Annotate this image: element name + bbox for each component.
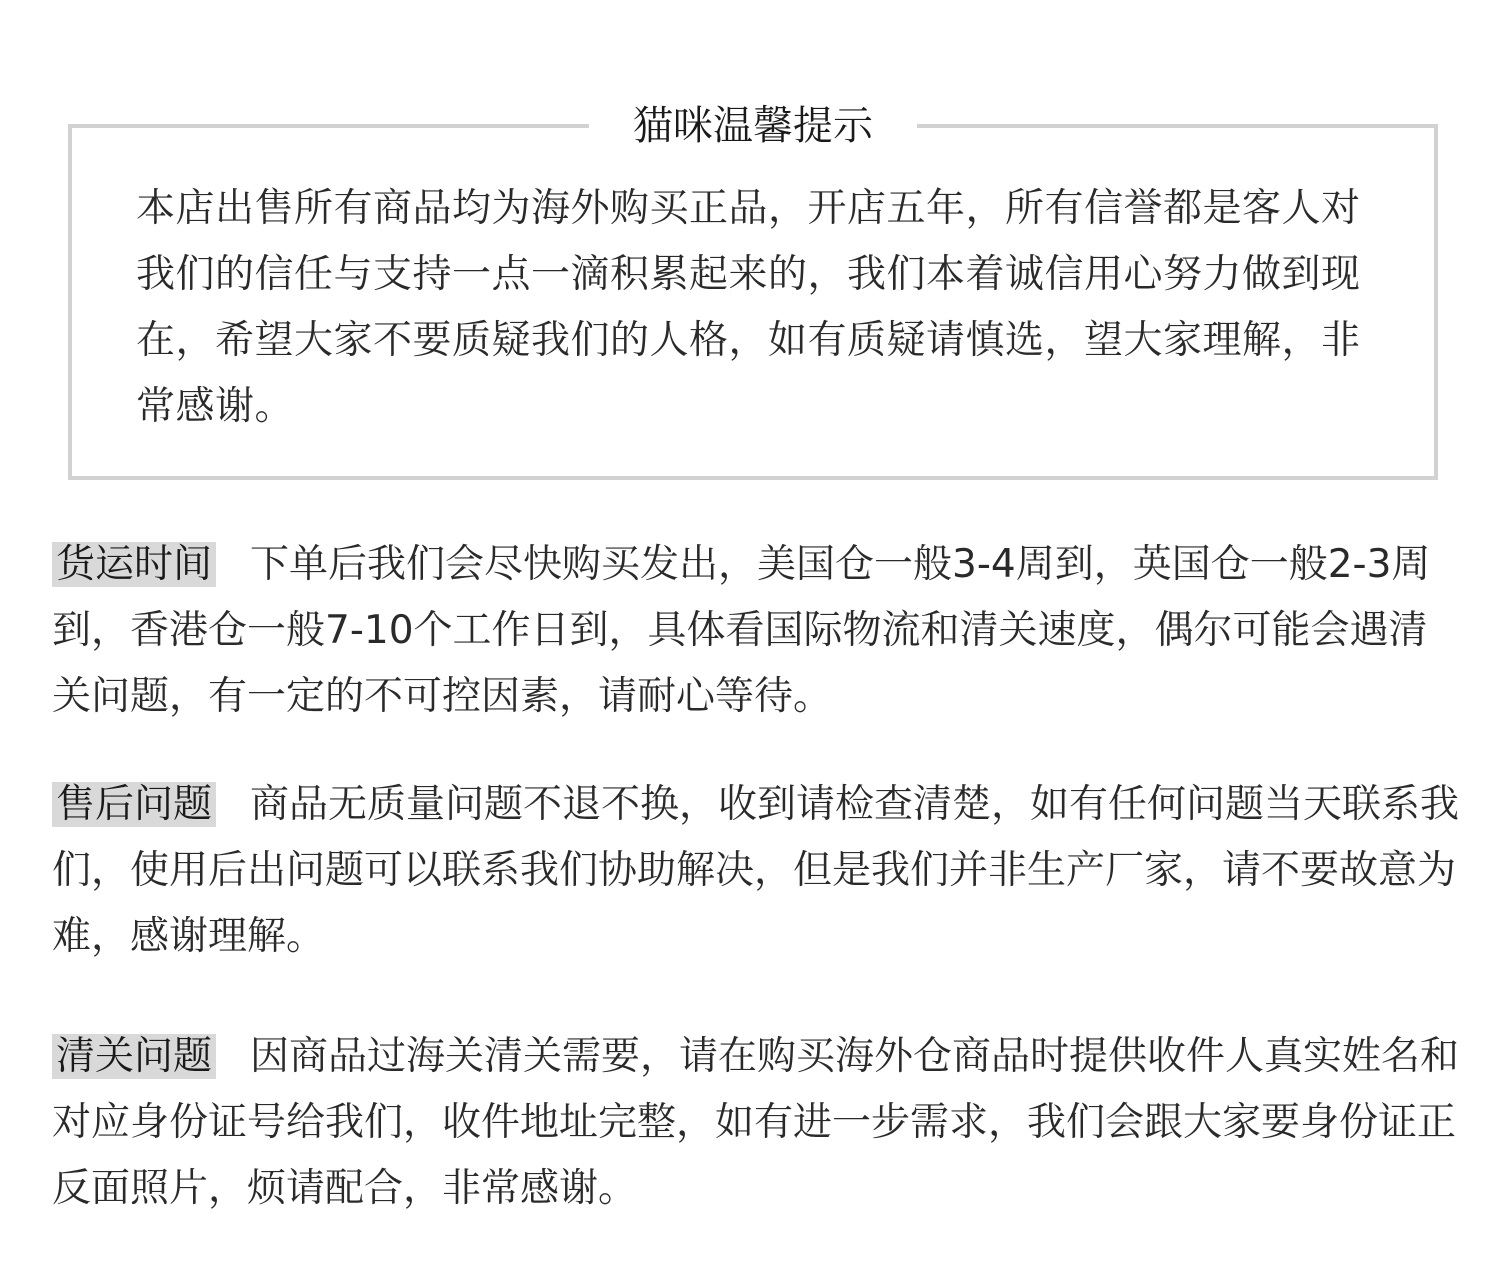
after-sales-text: 商品无质量问题不退不换，收到请检查清楚，如有任何问题当天联系我们，使用后出问题可以联系我们协助解决，但是我们并非生产厂家，请不要故意为难，感谢理解。: [52, 782, 1460, 959]
shipping-time-label: 货运时间: [52, 542, 216, 587]
customs-clearance-text: 因商品过海关清关需要，请在购买海外仓商品时提供收件人真实姓名和对应身份证号给我们，收件地址完整，如有进一步需求，我们会跟大家要身份证正反面照片，烦请配合，非常感谢。: [52, 1034, 1460, 1211]
shipping-time-section: [52, 532, 1462, 730]
notice-box: [68, 103, 1438, 480]
customs-clearance-label: 清关问题: [52, 1034, 216, 1079]
after-sales-label: 售后问题: [52, 782, 216, 827]
customs-clearance-section: [52, 1024, 1462, 1222]
after-sales-section: [52, 772, 1462, 970]
notice-body: 本店出售所有商品均为海外购买正品，开店五年，所有信誉都是客人对我们的信任与支持一点一滴积累起来的，我们本着诚信用心努力做到现在，希望大家不要质疑我们的人格，如有质疑请慎选，望大家理解，非常感谢。: [136, 186, 1361, 429]
shipping-time-text: 下单后我们会尽快购买发出，美国仓一般3-4周到，英国仓一般2-3周到，香港仓一般7-10个工作日到，具体看国际物流和清关速度，偶尔可能会遇清关问题，有一定的不可控因素，请耐心等待。: [52, 542, 1431, 719]
notice-title: 猫咪温馨提示: [589, 100, 917, 152]
